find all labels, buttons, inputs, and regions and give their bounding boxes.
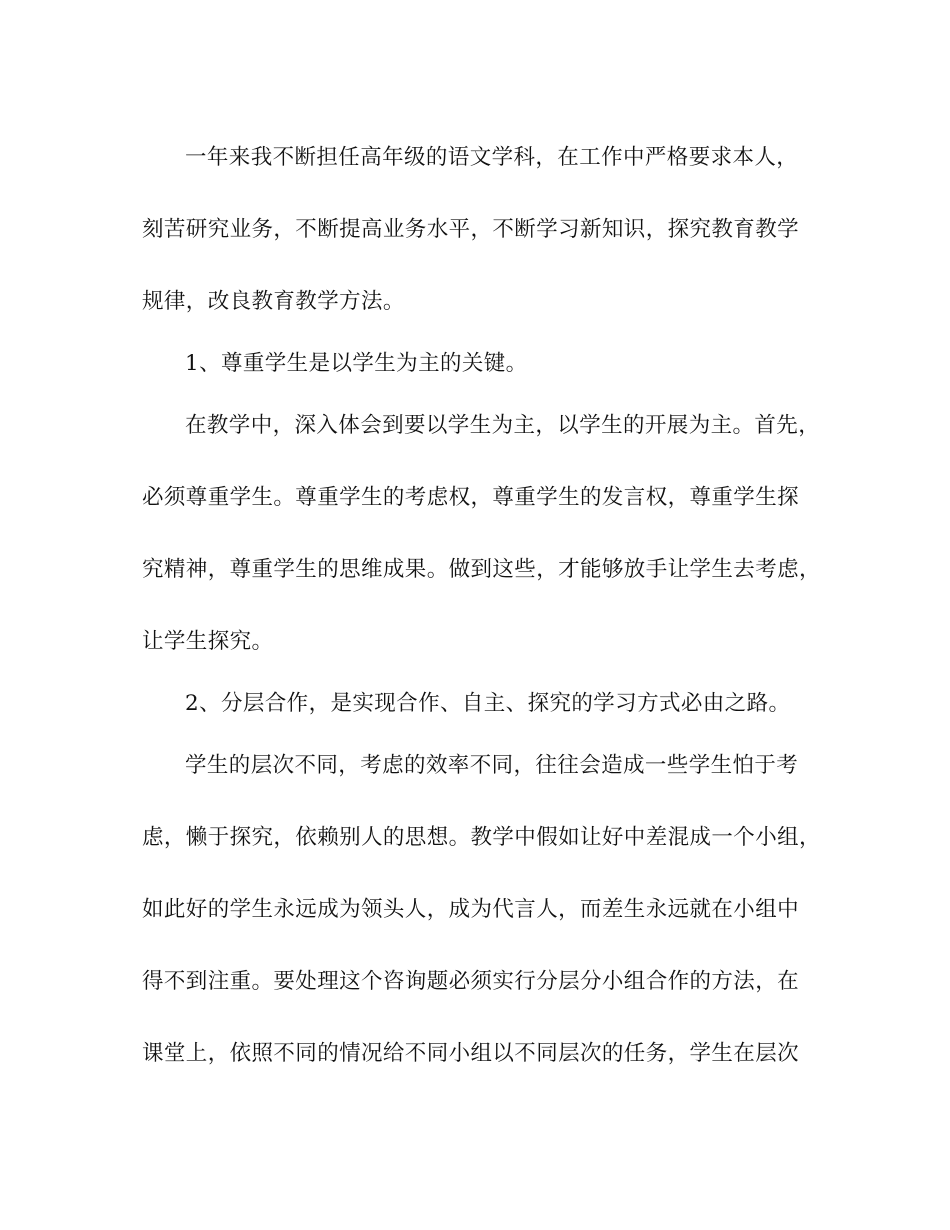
paragraph-line: 在教学中，深入体会到要以学生为主，以学生的开展为主。首先， (185, 413, 821, 438)
paragraph-line: 刻苦研究业务，不断提高业务水平，不断学习新知识，探究教育教学 (142, 217, 800, 242)
paragraph-line: 一年来我不断担任高年级的语文学科，在工作中严格要求本人， (185, 145, 799, 170)
paragraph-line: 如此好的学生永远成为领头人，成为代言人，而差生永远就在小组中 (142, 897, 800, 922)
paragraph-line: 学生的层次不同，考虑的效率不同，往往会造成一些学生怕于考 (185, 753, 799, 778)
section-heading-2: 2、分层合作，是实现合作、自主、探究的学习方式必由之路。 (185, 691, 791, 716)
section-heading-1: 1、尊重学生是以学生为主的关键。 (185, 351, 528, 376)
paragraph-line: 课堂上，依照不同的情况给不同小组以不同层次的任务，学生在层次 (142, 1041, 800, 1066)
paragraph-line: 得不到注重。要处理这个咨询题必须实行分层分小组合作的方法，在 (142, 969, 800, 994)
paragraph-line: 必须尊重学生。尊重学生的考虑权，尊重学生的发言权，尊重学生探 (142, 485, 800, 510)
paragraph-line: 虑，懒于探究，依赖别人的思想。教学中假如让好中差混成一个小组， (142, 825, 821, 850)
paragraph-line: 规律，改良教育教学方法。 (142, 289, 405, 314)
paragraph-line: 让学生探究。 (142, 629, 274, 654)
paragraph-line: 究精神，尊重学生的思维成果。做到这些，才能够放手让学生去考虑， (142, 557, 821, 582)
